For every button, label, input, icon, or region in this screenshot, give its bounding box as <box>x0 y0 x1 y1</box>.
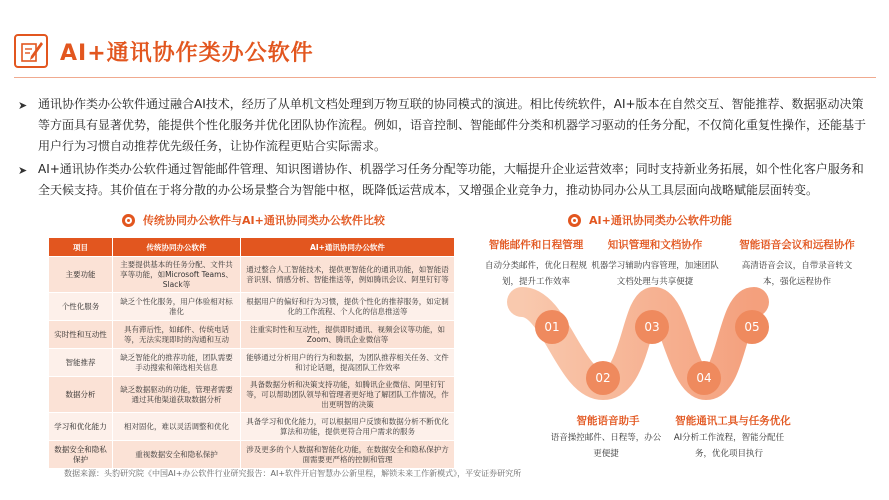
table-cell: 缺乏智能化的推荐功能，团队需要手动搜索和筛选相关信息 <box>113 349 241 377</box>
table-cell: 注重实时性和互动性，提供即时通讯、视频会议等功能，如Zoom、腾讯企业微信等 <box>241 321 455 349</box>
table-cell: 个性化服务 <box>49 293 113 321</box>
feature-number-03: 03 <box>644 320 660 334</box>
table-cell: 数据分析 <box>49 377 113 413</box>
table-row <box>49 293 455 321</box>
bullet-item <box>18 159 868 201</box>
feature-desc-03: 机器学习辅助内容管理，加速团队文档处理与共享便捷 <box>591 261 719 287</box>
feature-title-04: 智能通讯工具与任务优化 <box>675 415 791 427</box>
bullet-item <box>18 94 868 157</box>
bullet-text: 通讯协作类办公软件通过融合AI技术，经历了从单机文档处理到万物互联的协同模式的演进。相比传统软件，AI+版本在自然交互、智能推荐、数据驱动决策等方面具有显著优势，能提供个性化服务并优化团队协作流程。例如，语音控制、智能邮件分类和机器学习驱动的任务分配，不仅简化重复性操作，还能基于用户行为习惯自动推荐优先级任务，让协作流程更贴合实际需求。 <box>38 97 867 153</box>
feature-title-05: 智能语音会议和远程协作 <box>739 239 855 251</box>
table-row <box>49 441 455 469</box>
title-bar <box>14 34 314 68</box>
feature-title-02: 智能语音助手 <box>576 415 640 427</box>
table-row <box>49 413 455 441</box>
table-cell: 相对固化，难以灵活调整和优化 <box>113 413 241 441</box>
feature-title-01: 智能邮件和日程管理 <box>488 239 584 251</box>
left-section-heading <box>122 212 385 228</box>
feature-desc-05: 高清语音会议，自带录音转文本，强化远程协作 <box>741 261 853 287</box>
table-cell: 缺乏个性化服务，用户体验相对标准化 <box>113 293 241 321</box>
title-divider <box>14 77 876 78</box>
feature-desc-02: 语音操控邮件、日程等，办公更便捷 <box>550 433 662 459</box>
feature-number-05: 05 <box>744 320 760 334</box>
comparison-table <box>48 237 455 469</box>
bullet-list <box>18 94 868 203</box>
bullet-arrow-icon: ➤ <box>18 164 28 177</box>
table-cell: 数据安全和隐私保护 <box>49 441 113 469</box>
left-section-title: 传统协同办公软件与AI+通讯协同类办公软件比较 <box>143 214 385 227</box>
page-title: AI+通讯协作类办公软件 <box>60 40 314 66</box>
table-cell: 通过整合人工智能技术，提供更智能化的通讯功能，如智能语音识别、情感分析、智能推送等，例如腾讯会议、阿里钉钉等 <box>241 257 455 293</box>
table-cell: 重视数据安全和隐私保护 <box>113 441 241 469</box>
table-header-cell: AI+通讯协同办公软件 <box>241 238 455 257</box>
feature-number-02: 02 <box>595 371 611 385</box>
table-cell: 主要提供基本的任务分配、文件共享等功能，如Microsoft Teams、Slack等 <box>113 257 241 293</box>
table-header-cell: 传统协同办公软件 <box>113 238 241 257</box>
right-section-heading <box>568 212 732 228</box>
table-cell: 实时性和互动性 <box>49 321 113 349</box>
table-cell: 智能推荐 <box>49 349 113 377</box>
table-cell: 涉及更多的个人数据和智能化功能，在数据安全和隐私保护方面需要更严格的控制和管理 <box>241 441 455 469</box>
source-footnote: 数据来源：头豹研究院《中国AI+办公软件行业研究报告：AI+软件开启智慧办公新里程，解锁未来工作新模式》，平安证券研究所 <box>64 469 522 478</box>
table-cell: 学习和优化能力 <box>49 413 113 441</box>
table-row <box>49 321 455 349</box>
table-cell: 能够通过分析用户的行为和数据，为团队推荐相关任务、文件和讨论话题，提高团队工作效率 <box>241 349 455 377</box>
target-dot-icon <box>568 214 581 227</box>
feature-desc-04: AI分析工作流程，智能分配任务，优化项目执行 <box>673 433 785 459</box>
feature-number-04: 04 <box>696 371 712 385</box>
table-row <box>49 377 455 413</box>
table-row <box>49 257 455 293</box>
feature-desc-01: 自动分类邮件，优化日程规划，提升工作效率 <box>484 261 587 287</box>
feature-wave-diagram <box>470 280 880 410</box>
table-cell: 具备学习和优化能力，可以根据用户反馈和数据分析不断优化算法和功能，提供更符合用户需求的服务 <box>241 413 455 441</box>
pencil-note-icon <box>14 34 48 68</box>
table-header-row <box>49 238 455 257</box>
table-cell: 具有滞后性，如邮件、传统电话等，无法实现即时的沟通和互动 <box>113 321 241 349</box>
bullet-arrow-icon: ➤ <box>18 99 28 112</box>
table-cell: 根据用户的偏好和行为习惯，提供个性化的推荐服务，如定制化的工作流程、个人化的信息推送等 <box>241 293 455 321</box>
table-cell: 具备数据分析和决策支持功能，如腾讯企业微信、阿里钉钉等，可以帮助团队领导和管理者更好地了解团队工作情况，作出更明智的决策 <box>241 377 455 413</box>
table-cell: 缺乏数据驱动的功能，管理者需要通过其他渠道获取数据分析 <box>113 377 241 413</box>
right-section-title: AI+通讯协同类办公软件功能 <box>589 214 732 227</box>
target-dot-icon <box>122 214 135 227</box>
table-cell: 主要功能 <box>49 257 113 293</box>
feature-title-03: 知识管理和文档协作 <box>607 239 703 251</box>
bullet-text: AI+通讯协作类办公软件通过智能邮件管理、知识图谱协作、机器学习任务分配等功能，大幅提升企业运营效率；同时支持新业务拓展，如个性化客户服务和全天候支持。其价值在于将分散的办公场景整合为智能中枢，既降低运营成本，又增强企业竞争力，推动协同办公从工具层面向战略赋能层面转变。 <box>38 162 864 197</box>
table-header-cell: 项目 <box>49 238 113 257</box>
table-row <box>49 349 455 377</box>
feature-number-01: 01 <box>544 320 560 334</box>
